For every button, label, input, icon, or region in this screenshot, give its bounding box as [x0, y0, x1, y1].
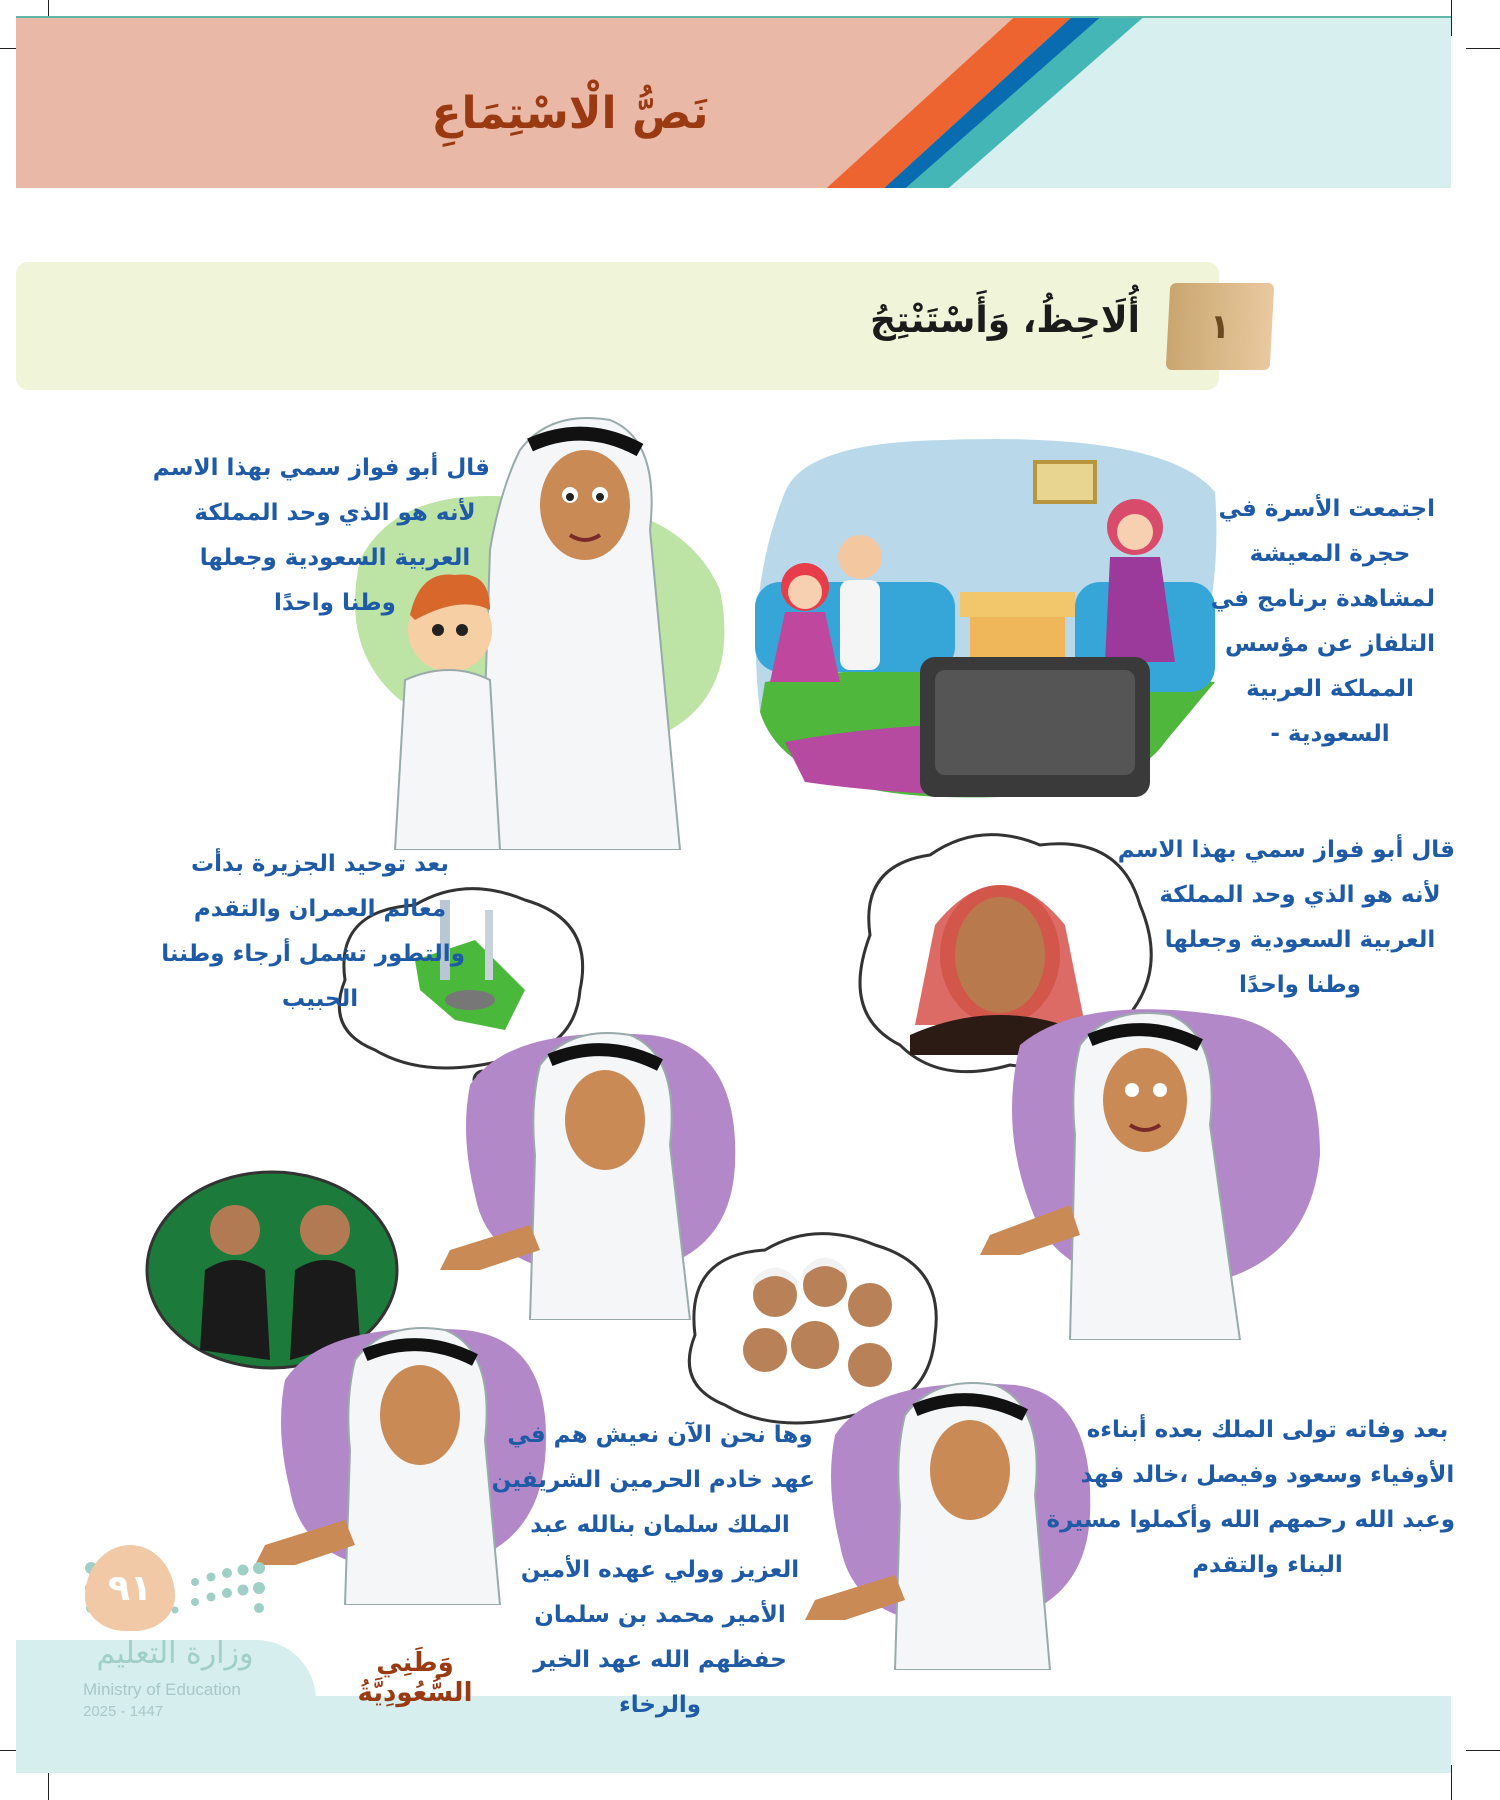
caption-line: لأنه هو الذي وحد المملكة: [1159, 882, 1441, 908]
caption-line: العربية السعودية وجعلها: [1164, 927, 1436, 953]
caption-line: حجرة المعيشة: [1249, 541, 1411, 567]
caption-line: الملك سلمان بنالله عبد: [530, 1512, 790, 1538]
caption-line: اجتمعت الأسرة في: [1218, 496, 1435, 522]
caption-father-son: [152, 446, 490, 626]
crop-mark: [1466, 48, 1500, 49]
crop-mark: [1451, 0, 1452, 36]
caption-kings: [1046, 1408, 1455, 1588]
caption-line: والرخاء: [618, 1692, 702, 1718]
caption-founder: [1117, 828, 1455, 1008]
caption-line: قال أبو فواز سمي بهذا الاسم: [152, 455, 490, 481]
caption-line: وطنا واحدًا: [274, 590, 396, 616]
caption-line: العربية السعودية وجعلها: [199, 545, 471, 571]
caption-family-gathering: [1210, 487, 1435, 757]
family-watching-tv-illustration: [745, 432, 1225, 807]
narrator-figure: [960, 1005, 1330, 1340]
section-title: أُلَاحِظُ، وَأَسْتَنْتِجُ: [870, 300, 1140, 341]
caption-line: معالم العمران والتقدم: [193, 896, 447, 922]
caption-line: عهد خادم الحرمين الشريفين: [491, 1467, 815, 1493]
caption-present: [491, 1413, 815, 1728]
caption-line: البناء والتقدم: [1192, 1552, 1343, 1578]
caption-line: الأمير محمد بن سلمان: [534, 1602, 786, 1628]
page-number: ٩١: [85, 1545, 175, 1631]
caption-line: وعبد الله رحمهم الله وأكملوا مسيرة: [1046, 1507, 1455, 1533]
caption-line: بعد وفاته تولى الملك بعده أبناءه: [1086, 1417, 1449, 1443]
caption-line: لأنه هو الذي وحد المملكة: [194, 500, 476, 526]
crop-mark: [1466, 1750, 1500, 1751]
caption-line: والتطور تشمل أرجاء وطننا: [161, 941, 465, 967]
narrator-figure: [430, 1025, 750, 1320]
caption-line: وها نحن الآن نعيش هم في: [507, 1422, 813, 1448]
edition-year: 2025 - 1447: [83, 1703, 164, 1720]
caption-line: الأوفياء وسعود وفيصل ،خالد فهد: [1080, 1462, 1455, 1488]
caption-line: العزيز وولي عهده الأمين: [520, 1557, 800, 1583]
caption-line: وطنا واحدًا: [1239, 972, 1361, 998]
caption-development: [161, 842, 465, 1022]
caption-line: الحبيب: [281, 986, 359, 1012]
caption-line: السعودية -: [1270, 721, 1390, 747]
section-number-badge: ١: [1166, 283, 1275, 370]
caption-line: لمشاهدة برنامج في: [1210, 586, 1435, 612]
crop-mark: [1451, 1765, 1452, 1800]
ministry-logo-arabic: وزارة التعليم: [96, 1636, 254, 1671]
picture-frame: [1035, 462, 1095, 502]
page-title: نَصُّ الْاسْتِمَاعِ: [431, 88, 709, 139]
caption-line: التلفاز عن مؤسس: [1225, 631, 1435, 657]
caption-line: بعد توحيد الجزيرة بدأت: [190, 851, 450, 877]
ministry-logo-english: Ministry of Education: [83, 1680, 241, 1699]
footer-unit-title: وَطَنِي السُّعُودِيَّةُ: [357, 1648, 473, 1708]
caption-line: قال أبو فواز سمي بهذا الاسم: [1117, 837, 1455, 863]
caption-line: المملكة العربية: [1246, 676, 1414, 702]
caption-line: حفظهم الله عهد الخير: [533, 1647, 787, 1673]
